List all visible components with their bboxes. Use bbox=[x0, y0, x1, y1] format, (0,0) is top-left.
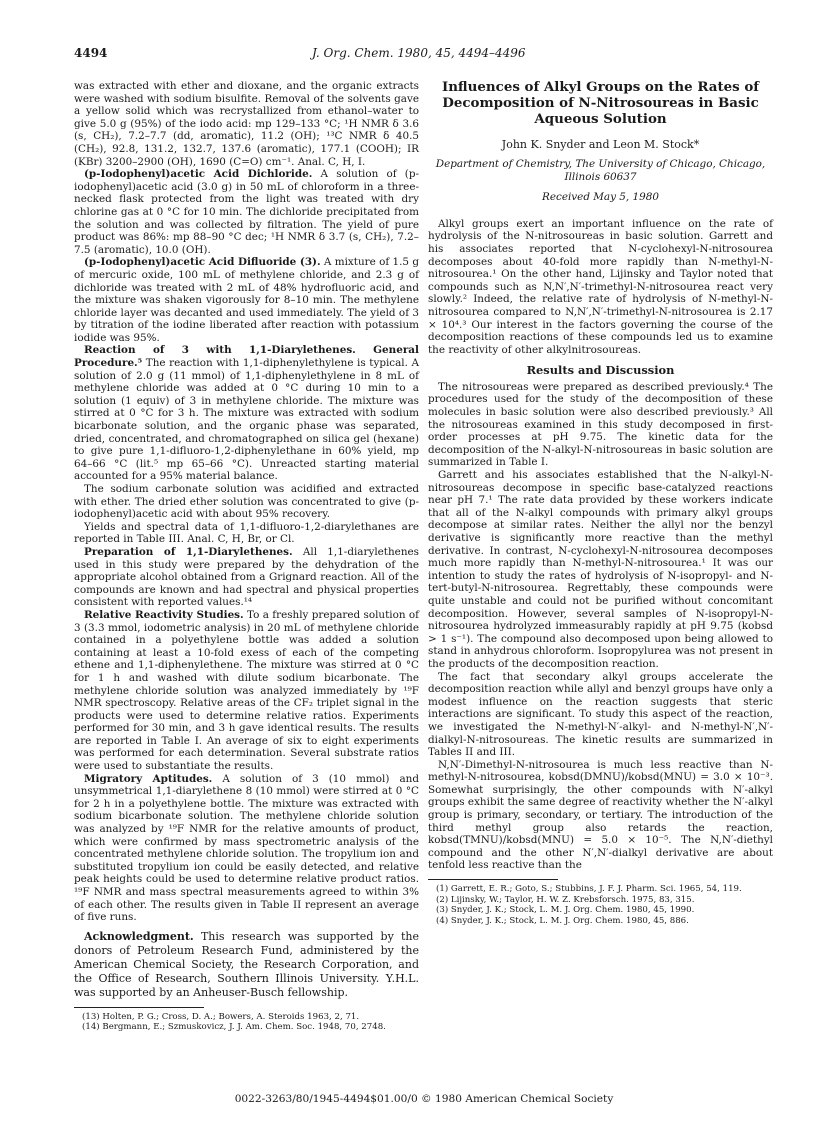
footnote-divider bbox=[428, 879, 558, 880]
page-number: 4494 bbox=[74, 46, 108, 60]
paragraph: Garrett and his associates established that the N-alkyl-N-nitrosoureas decompose in specific base-catalyzed reactions near pH 7.¹ The rate data provided by these workers indicate that all of the N-alkyl compounds with primary alkyl groups decompose at similar rates. Neither the allyl nor the benzyl derivative is significantly more reactive than the methyl derivative. In contrast, N-cyclohexyl-N-nitrosourea decomposes much more rapidly than N-methyl-N-nitrosourea.¹ It was our intention to study the rates of hydrolysis of N-isopropyl- and N-tert-butyl-N-nitrosourea. Regrettably, these compounds were quite unstable and could not be purified without concomitant decomposition. However, several samples of N-isopropyl-N-nitrosourea hydrolyzed immeasurably rapidly at pH 9.75 (kobsd > 1 s⁻¹). The compound also decomposed upon being allowed to stand in anhydrous chloroform. Isopropylurea was not present in the products of the decomposition reaction. bbox=[428, 469, 773, 670]
footnote: (13) Holten, P. G.; Cross, D. A.; Bowers, A. Steroids 1963, 2, 71. bbox=[82, 1011, 360, 1022]
paragraph-body: A solution of 3 (10 mmol) and unsymmetrical 1,1-diarylethene 8 (10 mmol) were stirred at 0 °C for 2 h in a polyethylene bottle. The mixture was extracted with sodium bicarbonate solution. The methylene chloride solution was analyzed by ¹⁹F NMR for the relative amounts of product, which were confirmed by mass spectrometric analysis of the concentrated methylene chloride solution. The tropylium ion and substituted tropylium ion could be easily detected, and relative peak heights could be used to determine relative product ratios. ¹⁹F NMR and mass spectral measurements agreed to within 3% of each other. The results given in Table II represent an average of five runs. bbox=[74, 772, 419, 924]
run-in-heading: Migratory Aptitudes. bbox=[84, 772, 213, 785]
acknowledgment bbox=[74, 930, 419, 1000]
footnote: (2) Lijinsky, W.; Taylor, H. W. Z. Krebsforsch. 1975, 83, 315. bbox=[436, 894, 695, 905]
section-heading: Results and Discussion bbox=[526, 363, 675, 378]
abstract: Alkyl groups exert an important influence on the rate of hydrolysis of the N-nitrosoureas in basic solution. Garrett and his associates reported that N-cyclohexyl-N-nitrosourea decomposes about 40-fold more rapidly than N-methyl-N-nitrosourea.¹ On the other hand, Lijinsky and Taylor noted that compounds such as N,N′,N′-trimethyl-N-nitrosourea react very slowly.² Indeed, the relative rate of hydrolysis of N-methyl-N-nitrosourea compared to N,N′,N′-trimethyl-N-nitrosourea is 2.17 × 10⁴.³ Our interest in the factors governing the course of the decomposition reactions of these compounds led us to examine the reactivity of other alkylnitrosoureas. bbox=[428, 217, 773, 356]
left-column bbox=[74, 80, 419, 1033]
received-date: Received May 5, 1980 bbox=[542, 191, 659, 204]
footnote: (1) Garrett, E. R.; Goto, S.; Stubbins, J. F. J. Pharm. Sci. 1965, 54, 119. bbox=[436, 884, 742, 895]
paragraph-body: A mixture of 1.5 g of mercuric oxide, 100 mL of methylene chloride, and 2.3 g of dichloride was treated with 2 mL of 48% hydrofluoric acid, and the mixture was shaken vigorously for 8–10 min. The methylene chloride layer was decanted and used immediately. The yield of 3 by titration of the iodine liberated after reaction with potassium iodide was 95%. bbox=[74, 256, 419, 344]
authors: John K. Snyder and Leon M. Stock* bbox=[501, 138, 700, 152]
footnote: (4) Snyder, J. K.; Stock, L. M. J. Org. Chem. 1980, 45, 886. bbox=[436, 915, 689, 926]
paragraph bbox=[74, 256, 419, 344]
paragraph: N,N′-Dimethyl-N-nitrosourea is much less reactive than N-methyl-N-nitrosourea, kobsd(DMNU)/kobsd(MNU) = 3.0 × 10⁻³. Somewhat surprisingly, the other compounds with N′-alkyl groups exhibit the same degree of reactivity whether the N′-alkyl group is primary, secondary, or tertiary. The introduction of the third methyl group also retards the reaction, kobsd(TMNU)/kobsd(MNU) = 5.0 × 10⁻⁵. The N,N′-diethyl compound and the other N′,N′-dialkyl derivative are about tenfold less reactive than the bbox=[428, 758, 773, 872]
paragraph-body: To a freshly prepared solution of 3 (3.3 mmol, iodometric analysis) in 20 mL of methylene chloride contained in a polyethylene bottle was added a solution containing at least a 10-fold exess of each of the competing ethene and 1,1-diphenylethene. The mixture was stirred at 0 °C for 1 h and washed with dilute sodium bicarbonate. The methylene chloride solution was analyzed immediately by ¹⁹F NMR spectroscopy. Relative areas of the CF₂ triplet signal in the products were used to determine relative ratios. Experiments performed for 30 min, and 3 h gave identical results. The results are reported in Table I. An average of six to eight experiments was performed for each determination. Several substrate ratios were used to substantiate the results. bbox=[74, 608, 419, 773]
paragraph: The nitrosoureas were prepared as described previously.⁴ The procedures used for the study of the decomposition of these molecules in basic solution were also described previously.³ All the nitrosoureas examined in this study decomposed in first-order processes at pH 9.75. The kinetic data for the decomposition of the N-alkyl-N-nitrosoureas in basic solution are summarized in Table I. bbox=[428, 380, 773, 469]
paragraph-body: A solution of (p-iodophenyl)acetic acid (3.0 g) in 50 mL of chloroform in a three-necked flask protected from the light was treated with dry chlorine gas at 0 °C for 10 min. The dichloride precipitated from the solution and was collected by filtration. The yield of pure product was 86%: mp 88–90 °C dec; ¹H NMR δ 3.7 (s, CH₂), 7.2–7.5 (aromatic), 10.0 (OH). bbox=[74, 168, 419, 256]
paragraph bbox=[74, 344, 419, 483]
paragraph-body: All 1,1-diarylethenes used in this study were prepared by the dehydration of the appropriate alcohol obtained from a Grignard reaction. All of the compounds are known and had spectral and physical properties consistent with reported values.¹⁴ bbox=[74, 545, 419, 609]
footnote: (3) Snyder, J. K.; Stock, L. M. J. Org. Chem. 1980, 45, 1990. bbox=[436, 905, 695, 916]
page-header bbox=[74, 46, 774, 66]
journal-citation: J. Org. Chem. 1980, 45, 4494–4496 bbox=[312, 46, 526, 60]
paragraph: Yields and spectral data of 1,1-difluoro-1,2-diarylethanes are reported in Table III. Anal. C, H, Br, or Cl. bbox=[74, 520, 419, 546]
run-in-heading: Acknowledgment. bbox=[84, 929, 194, 943]
right-column bbox=[428, 80, 773, 926]
page-footer: 0022-3263/80/1945-4494$01.00/0 © 1980 American Chemical Society bbox=[234, 1093, 614, 1105]
paragraph: The fact that secondary alkyl groups accelerate the decomposition reaction while allyl and benzyl groups have only a modest influence on the reaction suggests that steric interactions are significant. To study this aspect of the reaction, we investigated the N-methyl-N′-alkyl- and N-methyl-N′,N′-dialkyl-N-nitrosoureas. The kinetic results are summarized in Tables II and III. bbox=[428, 670, 773, 759]
run-in-heading: Preparation of 1,1-Diarylethenes. bbox=[84, 545, 293, 558]
paragraph bbox=[74, 168, 419, 256]
run-in-heading: (p-Iodophenyl)acetic Acid Difluoride (3). bbox=[84, 256, 321, 269]
paragraph bbox=[74, 609, 419, 773]
article-title: Influences of Alkyl Groups on the Rates of Decomposition of N-Nitrosoureas in Basic Aqueous Solution bbox=[441, 79, 760, 127]
run-in-heading: (p-Iodophenyl)acetic Acid Dichloride. bbox=[84, 168, 313, 181]
paragraph: was extracted with ether and dioxane, and the organic extracts were washed with sodium bisulfite. Removal of the solvents gave a yellow solid which was recrystallized from ethanol–water to give 5.0 g (95%) of the iodo acid: mp 129–133 °C; ¹H NMR δ 3.6 (s, CH₂), 7.2–7.7 (dd, aromatic), 11.2 (OH); ¹³C NMR δ 40.5 (CH₂), 92.8, 131.2, 132.7, 137.6 (aromatic), 177.1 (COOH); IR (KBr) 3200–2900 (OH), 1690 (C=O) cm⁻¹. Anal. C, H, I. bbox=[74, 80, 419, 168]
paragraph: The sodium carbonate solution was acidified and extracted with ether. The dried ether solution was concentrated to give (p-iodophenyl)acetic acid with about 95% recovery. bbox=[74, 483, 419, 521]
footnote-divider bbox=[74, 1007, 204, 1008]
paragraph-body: The reaction with 1,1-diphenylethylene is typical. A solution of 2.0 g (11 mmol) of 1,1-diphenylethylene in 8 mL of methylene chloride was added at 0 °C during 10 min to a solution (1 equiv) of 3 in methylene chloride. The mixture was stirred at 0 °C for 3 h. The mixture was extracted with sodium bicarbonate solution, and the organic phase was separated, dried, concentrated, and chromatographed on silica gel (hexane) to give pure 1,1-difluoro-1,2-diphenylethane in 60% yield, mp 64–66 °C (lit.⁵ mp 65–66 °C). Unreacted starting material accounted for a 95% material balance. bbox=[74, 357, 419, 483]
paragraph bbox=[74, 546, 419, 609]
run-in-heading: Reaction of 3 with 1,1-Diarylethenes. General Procedure.⁵ bbox=[74, 344, 419, 370]
footnote: (14) Bergmann, E.; Szmuskovicz, J. J. Am. Chem. Soc. 1948, 70, 2748. bbox=[82, 1022, 386, 1033]
run-in-heading: Relative Reactivity Studies. bbox=[84, 608, 244, 621]
affiliation: Department of Chemistry, The University of Chicago, Chicago, Illinois 60637 bbox=[435, 157, 766, 183]
paragraph bbox=[74, 773, 419, 924]
paragraph-body: This research was supported by the donors of Petroleum Research Fund, administered by the American Chemical Society, the Research Corporation, and the Office of Research, Southern Illinois University. Y.H.L. was supported by an Anheuser-Busch fellowship. bbox=[74, 929, 419, 999]
